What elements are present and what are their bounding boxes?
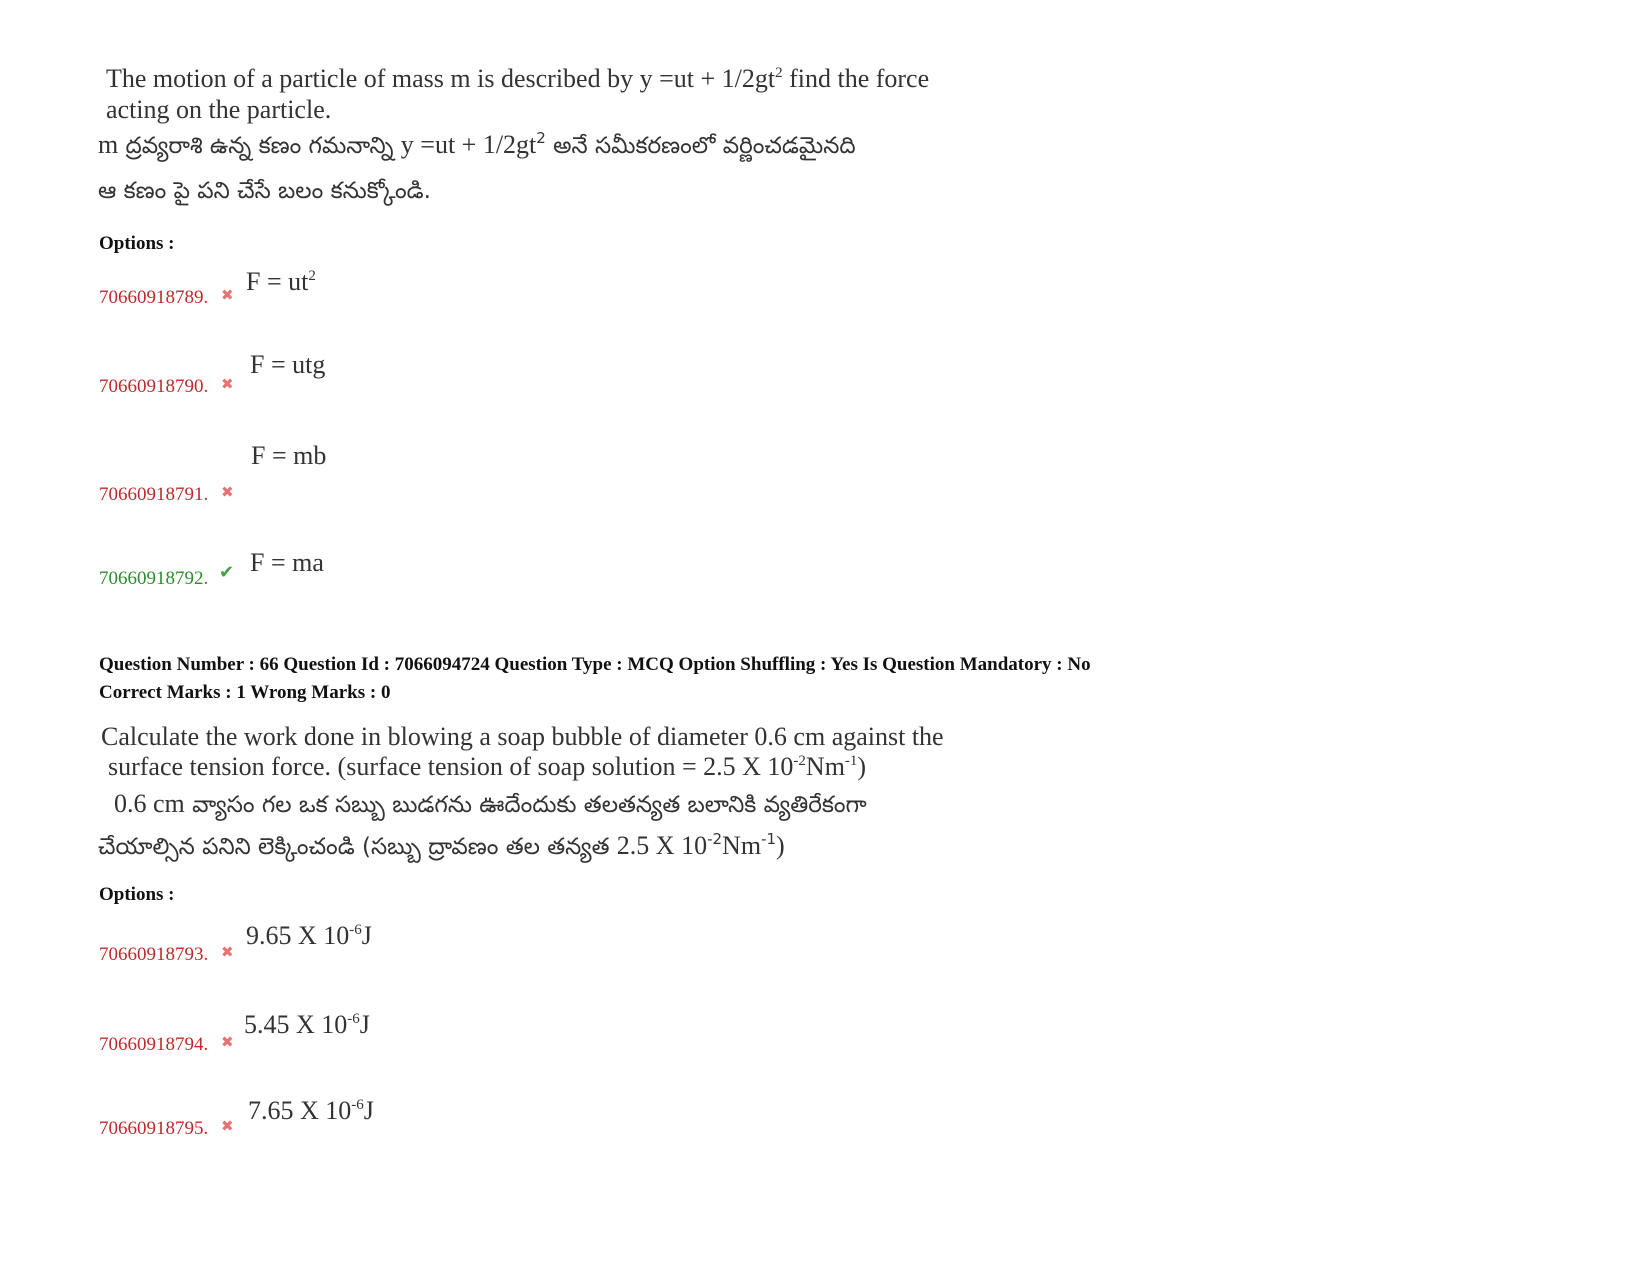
option-id: 70660918789. — [99, 287, 209, 308]
q65-english-line-1 — [106, 64, 929, 94]
option-value — [246, 267, 316, 297]
option-value: F = utg — [250, 350, 326, 379]
q66-te-lat: 0.6 cm — [114, 789, 185, 818]
q65-en-text-b: find the force — [782, 64, 930, 93]
q66-meta-line-2: Correct Marks : 1 Wrong Marks : 0 — [99, 682, 391, 703]
option-id: 70660918793. — [99, 944, 209, 965]
option-value-unit: J — [359, 1010, 370, 1039]
option-value-text: 5.45 X 10 — [244, 1010, 348, 1039]
option-value-text: F = ut — [246, 267, 309, 296]
option-value — [246, 921, 372, 951]
option-value: F = ma — [250, 548, 324, 577]
q66-te-text: వ్యాసం గల ఒక సబ్బు బుడగను ఊదేందుకు తలతన్యత బలానికి వ్యతిరేకంగా — [184, 792, 867, 818]
option-value — [244, 1010, 370, 1040]
q66-te-text-a: చేయాల్సిన పనిని లెక్కించండి (సబ్బు ద్రావణం తల తన్యత — [98, 834, 617, 860]
q65-en-text: The motion of a particle of mass m is described by y =ut + 1/2gt — [106, 64, 776, 93]
option-value-sup: -6 — [347, 1011, 360, 1027]
q65-english-line-2: acting on the particle. — [106, 95, 332, 124]
q66-en-text-c: ) — [857, 752, 867, 781]
q66-options-label: Options : — [99, 884, 175, 905]
option-id: 70660918791. — [99, 484, 209, 505]
q66-en-text-b: Nm — [805, 752, 845, 781]
q66-telugu-line-1 — [114, 789, 867, 824]
q66-meta-line-1: Question Number : 66 Question Id : 7066094724 Question Type : MCQ Option Shuffling : Yes Is Question Mandatory : No — [99, 654, 1091, 675]
q65-te-sup: 2 — [536, 129, 546, 147]
option-id: 70660918792. — [99, 568, 209, 589]
q66-english-line-2 — [108, 752, 866, 782]
q65-telugu-line-2: ఆ కణం పై పని చేసే బలం కనుక్కోండి. — [98, 178, 431, 204]
q65-telugu-line-1 — [98, 130, 856, 165]
q65-te-text-b: అనే సమీకరణంలో వర్ణించడమైనది — [545, 133, 856, 159]
option-value-unit: J — [363, 1096, 374, 1125]
q66-en-text-a: surface tension force. (surface tension of soap solution = 2.5 X 10 — [108, 752, 794, 781]
option-value-sup: -6 — [351, 1097, 364, 1113]
option-value-text: 9.65 X 10 — [246, 921, 350, 950]
cross-icon: ✖ — [221, 943, 234, 961]
cross-icon: ✖ — [221, 286, 234, 304]
option-id: 70660918790. — [99, 376, 209, 397]
q66-en-sup-2: -1 — [844, 753, 858, 769]
q66-te-lat: 2.5 X 10 — [616, 831, 708, 860]
option-value-text: 7.65 X 10 — [248, 1096, 352, 1125]
q66-te-sup-2: -1 — [761, 830, 777, 848]
option-value — [248, 1096, 374, 1126]
q65-te-text-a: ద్రవ్యరాశి ఉన్న కణం గమనాన్ని — [118, 133, 401, 159]
cross-icon: ✖ — [221, 1033, 234, 1051]
q66-te-sup-1: -2 — [707, 830, 723, 848]
option-value-sup: 2 — [308, 268, 316, 284]
option-id: 70660918795. — [99, 1118, 209, 1139]
q65-options-label: Options : — [99, 233, 175, 254]
q66-telugu-line-2 — [98, 831, 785, 866]
option-value: F = mb — [251, 441, 327, 470]
cross-icon: ✖ — [221, 483, 234, 501]
option-value-unit: J — [361, 921, 372, 950]
cross-icon: ✖ — [221, 375, 234, 393]
q65-en-sup: 2 — [775, 65, 783, 81]
check-icon: ✔ — [219, 562, 235, 583]
cross-icon: ✖ — [221, 1117, 234, 1135]
q65-te-m: m — [98, 130, 119, 159]
option-value-sup: -6 — [349, 922, 362, 938]
q66-en-sup-1: -2 — [793, 753, 806, 769]
q66-te-lat-2: Nm — [722, 831, 762, 860]
option-id: 70660918794. — [99, 1034, 209, 1055]
q65-te-equation: y =ut + 1/2gt — [400, 130, 537, 159]
q66-english-line-1: Calculate the work done in blowing a soap bubble of diameter 0.6 cm against the — [101, 722, 944, 751]
q66-te-close: ) — [776, 831, 785, 860]
